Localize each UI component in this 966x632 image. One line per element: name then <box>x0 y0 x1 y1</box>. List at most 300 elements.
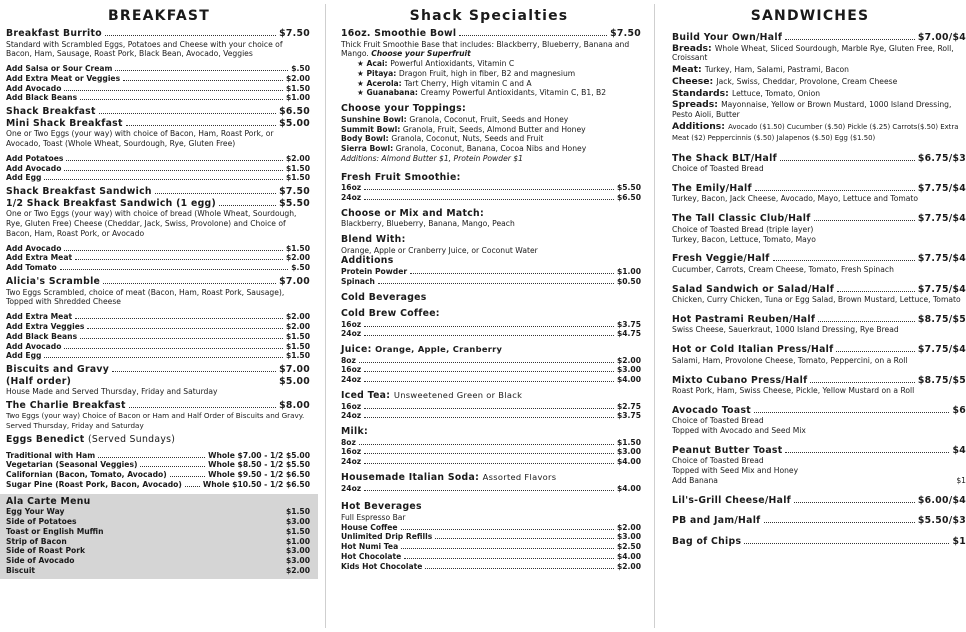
item-price: $6.75/$3 <box>917 152 966 164</box>
specialties-title: Shack Specialties <box>409 8 569 24</box>
item-description: One or Two Eggs (your way) with choice of Bacon, Ham, Roast Pork, or Avocado, Toast (Whole Wheat, Sourdough, Rye, Gluten Free) <box>6 129 274 149</box>
dot-leader <box>38 572 283 573</box>
superfruit-item <box>357 59 641 69</box>
ala-carte-row <box>6 537 310 547</box>
bowl-name: Sunshine Bowl: <box>341 114 410 124</box>
size-row <box>341 356 641 366</box>
byo-option <box>672 44 966 64</box>
item-price: $1.00 <box>285 536 310 546</box>
dot-leader <box>744 542 949 544</box>
dot-leader <box>66 159 283 161</box>
item-name: The Charlie Breakfast <box>6 399 126 411</box>
size-row <box>341 484 641 494</box>
item-price: $3.00 <box>285 546 310 556</box>
dot-leader <box>364 380 614 382</box>
section-heading: Additions <box>341 255 394 267</box>
bowl-name: Sierra Bowl: <box>341 144 396 154</box>
item-price: $7.75/$4 <box>917 344 966 356</box>
item-price: Whole $9.50 - 1/2 $6.50 <box>208 470 310 480</box>
item-price: $1.50 <box>285 163 310 173</box>
benedict-row <box>6 470 310 480</box>
addon-row <box>6 351 310 361</box>
item-label: Add Egg <box>6 351 42 361</box>
item-label: Strip of Bacon <box>6 536 67 546</box>
item-name: (Half order) <box>6 375 72 387</box>
menu-item <box>6 118 310 130</box>
dot-leader <box>98 456 205 458</box>
menu-item <box>6 276 310 288</box>
benedict-row <box>6 460 310 470</box>
ala-carte-list <box>0 507 318 579</box>
dot-leader <box>814 219 915 221</box>
dot-leader <box>721 482 953 483</box>
addon-row <box>6 263 310 273</box>
item-price: $2.00 <box>285 253 310 263</box>
item-label: Add Potatoes <box>6 153 64 163</box>
byo-option-text: Jack, Swiss, Cheddar, Provolone, Cream Cheese <box>716 76 898 86</box>
addon-list <box>6 312 310 361</box>
menu-item <box>672 213 966 225</box>
item-label: Side of Potatoes <box>6 517 77 526</box>
item-price: $4.00 <box>616 483 641 493</box>
item-price: $1.50 <box>285 173 310 183</box>
item-price: $6.50 <box>616 193 641 203</box>
item-label: 16oz <box>341 319 362 329</box>
dot-leader <box>364 198 614 200</box>
item-price: $4.00 <box>616 457 641 467</box>
star-icon: ★ <box>357 78 367 88</box>
item-price: $4.75 <box>616 329 641 339</box>
item-label: Egg Your Way <box>6 507 65 517</box>
item-label: Biscuit <box>6 565 36 575</box>
item-name: Breakfast Burrito <box>6 28 102 39</box>
menu-item <box>672 445 966 457</box>
dot-leader <box>140 465 205 467</box>
menu-item <box>672 32 966 44</box>
byo-option <box>672 100 966 120</box>
menu-item <box>672 153 966 165</box>
bowl-item <box>341 144 641 154</box>
specialties-column <box>333 0 645 632</box>
column-divider <box>325 4 326 628</box>
size-list <box>341 402 641 422</box>
ala-carte-row <box>6 517 310 527</box>
item-price: $1.50 <box>285 526 310 536</box>
item-label: Spinach <box>341 276 375 286</box>
star-icon: ★ <box>357 59 367 69</box>
star-icon: ★ <box>357 68 367 78</box>
menu-item <box>6 186 310 198</box>
item-price: $1.50 <box>285 243 310 253</box>
menu-item <box>672 495 966 507</box>
item-price: $5.50/$3 <box>917 515 966 527</box>
sandwich-list <box>672 153 966 548</box>
item-price: $1.50 <box>616 437 641 447</box>
bowl-list <box>341 115 641 154</box>
item-label: Vegetarian (Seasonal Veggies) <box>6 460 138 470</box>
dot-leader <box>401 528 614 530</box>
dot-leader <box>364 325 614 327</box>
item-label: Traditional with Ham <box>6 450 96 460</box>
menu-item <box>672 515 966 527</box>
item-label: Add Avocado <box>6 341 62 351</box>
item-description: Turkey, Bacon, Lettuce, Tomato, Mayo <box>672 234 816 244</box>
item-price: $7.00 <box>279 364 310 376</box>
item-name: Salad Sandwich or Salad/Half <box>672 283 835 295</box>
benedict-row <box>6 480 310 490</box>
addon-row <box>6 164 310 174</box>
item-price: $3.00 <box>616 447 641 457</box>
superfruit-name: Acerola: <box>366 78 405 88</box>
byo-option-head: Additions: <box>672 121 729 133</box>
dot-leader <box>818 320 915 322</box>
byo-option-text: Mayonnaise, Yellow or Brown Mustard, 1000 Island Dressing, Pesto Aioli, Butter <box>672 100 952 120</box>
menu-item <box>672 314 966 326</box>
item-price: $7.50 <box>279 28 310 39</box>
item-price: $5.50 <box>616 183 641 193</box>
item-description: Cucumber, Carrots, Cream Cheese, Tomato, Fresh Spinach <box>672 264 894 274</box>
additions-list <box>341 267 641 287</box>
section-heading: Choose your Toppings: <box>341 103 466 115</box>
dot-leader <box>170 475 205 477</box>
dot-leader <box>64 169 283 171</box>
byo-option-text: Whole Wheat, Sliced Sourdough, Marble Rye, Gluten Free, Roll, Croissant <box>672 43 954 63</box>
size-list <box>341 320 641 340</box>
byo-option <box>672 77 966 87</box>
superfruit-desc: Powerful Antioxidants, Vitamin C <box>390 59 515 69</box>
item-label: 24oz <box>341 411 362 421</box>
addon-row <box>6 322 310 332</box>
section-heading: Hot Beverages <box>341 501 422 513</box>
section-heading: Cold Brew Coffee: <box>341 308 440 320</box>
item-label: Add Avocado <box>6 163 62 173</box>
byo-option <box>672 65 966 75</box>
item-name: The Shack BLT/Half <box>672 152 777 164</box>
dot-leader <box>810 381 914 383</box>
dot-leader <box>64 347 283 349</box>
dot-leader <box>87 327 283 329</box>
item-price: $0.50 <box>616 276 641 286</box>
item-name: Shack Breakfast Sandwich <box>6 186 152 198</box>
item-label: 24oz <box>341 329 362 339</box>
size-row <box>341 329 641 339</box>
item-price: $4.00 <box>616 375 641 385</box>
item-price: $5.50 <box>279 197 310 209</box>
item-description: Topped with Avocado and Seed Mix <box>672 426 806 436</box>
item-label: Add Extra Veggies <box>6 321 85 331</box>
item-price: $2.00 <box>616 522 641 532</box>
dot-leader <box>107 533 283 534</box>
column-divider <box>654 4 655 628</box>
item-label: 16oz <box>341 401 362 411</box>
item-name: Build Your Own/Half <box>672 32 783 43</box>
item-description: Standard with Scrambled Eggs, Potatoes and Cheese with your choice of Bacon, Ham, Sausage, Roast Pork, Black Bean, Avocado, Veggies <box>6 39 283 59</box>
dot-leader <box>64 89 283 91</box>
item-name: Peanut Butter Toast <box>672 444 783 456</box>
item-price: $7.75/$4 <box>917 283 966 295</box>
dot-leader <box>80 98 283 100</box>
bowl-item <box>341 125 641 135</box>
item-price: $8.75/$5 <box>917 374 966 386</box>
dot-leader <box>378 282 614 284</box>
dot-leader <box>67 513 283 514</box>
item-price: $3.00 <box>285 517 310 526</box>
item-label: Toast or English Muffin <box>6 526 104 536</box>
item-description: Two Eggs (your way) Choice of Bacon or Ham and Half Order of Biscuits and Gravy. Served Thursday, Friday and Saturday <box>6 411 305 431</box>
item-label: Add Egg <box>6 173 42 183</box>
superfruit-desc: Creamy Powerful Antioxidants, Vitamin C, B1, B2 <box>420 88 607 98</box>
item-price: $3.75 <box>616 319 641 329</box>
section-heading: Housemade Italian Soda: Assorted Flavors <box>341 472 557 484</box>
menu-item <box>672 183 966 195</box>
dot-leader <box>794 501 915 503</box>
size-row <box>341 267 641 277</box>
item-label: 8oz <box>341 437 356 447</box>
item-name: Fresh Veggie/Half <box>672 253 770 265</box>
size-row <box>341 277 641 287</box>
item-price: $7.00/$4 <box>917 32 966 43</box>
dot-leader <box>78 562 283 563</box>
item-label: Add Salsa or Sour Cream <box>6 64 113 74</box>
hot-beverage-row <box>341 542 641 552</box>
item-description: Choice of Toasted Bread <box>672 164 764 174</box>
dot-leader <box>364 462 614 464</box>
dot-leader <box>754 411 949 413</box>
bowl-desc: Granola, Fruit, Seeds, Almond Butter and Honey <box>402 124 586 134</box>
item-name: PB and Jam/Half <box>672 515 761 527</box>
section-heading: Blend With: <box>341 234 406 246</box>
item-description: Choice of Toasted Bread <box>672 456 764 466</box>
item-price: Whole $8.50 - 1/2 $5.50 <box>208 460 310 470</box>
item-note: (Served Sundays) <box>88 434 176 446</box>
item-label: Side of Avocado <box>6 556 75 566</box>
byo-option-head: Breads: <box>672 42 715 54</box>
item-price: $2.00 <box>285 73 310 83</box>
dot-leader <box>401 547 614 549</box>
item-label: Sugar Pine (Roast Pork, Bacon, Avocado) <box>6 479 182 489</box>
item-price: $1.50 <box>285 507 310 517</box>
item-price: $7.50 <box>279 186 310 198</box>
bowl-additions: Additions: Almond Butter $1, Protein Powder $1 <box>341 153 523 163</box>
superfruit-item <box>357 88 641 98</box>
item-description: Topped with Seed Mix and Honey <box>672 466 799 476</box>
size-row <box>341 193 641 203</box>
addon-row <box>6 173 310 183</box>
ala-carte-title: Ala Carte Menu <box>6 495 91 507</box>
item-label: Add Extra Meat or Veggies <box>6 73 121 83</box>
item-price: $1.00 <box>285 93 310 103</box>
superfruit-name: Acai: <box>366 59 391 69</box>
section-heading: Fresh Fruit Smoothie: <box>341 171 461 183</box>
addon-row <box>6 64 310 74</box>
menu-item <box>6 198 310 210</box>
item-description: Chicken, Curry Chicken, Tuna or Egg Salad, Brown Mustard, Lettuce, Tomato <box>672 295 961 305</box>
dot-leader <box>75 317 283 319</box>
dot-leader <box>75 258 283 260</box>
addon-row <box>6 244 310 254</box>
bowl-name: Body Bowl: <box>341 134 392 144</box>
dot-leader <box>435 537 614 539</box>
breakfast-title: BREAKFAST <box>108 8 210 24</box>
dot-leader <box>785 451 949 453</box>
section-heading: Iced Tea: Unsweetened Green or Black <box>341 390 523 402</box>
dot-leader <box>364 188 614 190</box>
item-price: $7.75/$4 <box>917 213 966 225</box>
section-heading: Juice: Orange, Apple, Cranberry <box>341 344 503 356</box>
item-price: $4 <box>952 444 966 456</box>
hot-beverage-row <box>341 552 641 562</box>
item-price: $3.00 <box>285 556 310 566</box>
superfruit-name: Guanabana: <box>366 88 421 98</box>
item-price: Whole $7.00 - 1/2 $5.00 <box>208 450 310 460</box>
item-price: $1.50 <box>285 341 310 351</box>
item-description: Swiss Cheese, Sauerkraut, 1000 Island Dressing, Rye Bread <box>672 325 899 335</box>
byo-option-text: Lettuce, Tomato, Onion <box>731 88 821 98</box>
dot-leader <box>70 543 283 544</box>
menu-item <box>6 106 310 118</box>
item-name: Eggs Benedict <box>6 434 85 446</box>
item-price: $7.75/$4 <box>917 182 966 194</box>
size-row <box>341 411 641 421</box>
size-list <box>341 438 641 467</box>
item-description: Thick Fruit Smoothie Base that includes: Blackberry, Blueberry, Banana and Mango. Choose your Superfruit <box>341 39 630 59</box>
item-price: $3.00 <box>616 365 641 375</box>
addon-list <box>6 244 310 273</box>
addon-row <box>6 312 310 322</box>
item-price: $1.50 <box>285 351 310 361</box>
item-price: $7.00 <box>279 276 310 288</box>
item-description: Choice of Toasted Bread <box>672 416 764 426</box>
size-list <box>341 183 641 203</box>
dot-leader <box>755 189 915 191</box>
item-label: 24oz <box>341 457 362 467</box>
bowl-item <box>341 115 641 125</box>
dot-leader <box>359 361 614 363</box>
dot-leader <box>410 272 614 274</box>
menu-item <box>341 28 641 40</box>
ala-carte-row <box>6 527 310 537</box>
bowl-desc: Granola, Coconut, Fruit, Seeds and Honey <box>409 114 569 124</box>
superfruit-name: Pitaya: <box>366 68 399 78</box>
byo-option-head: Meat: <box>672 64 705 76</box>
size-row <box>341 402 641 412</box>
item-label: 24oz <box>341 483 362 493</box>
addon-row <box>6 154 310 164</box>
item-description: Two Eggs Scrambled, choice of meat (Bacon, Ham, Roast Pork, Sausage), Topped with Shredded Cheese <box>6 287 285 307</box>
addon-list <box>6 64 310 103</box>
item-price: Whole $10.50 - 1/2 $6.50 <box>202 479 310 489</box>
size-row <box>341 457 641 467</box>
item-price: $7.50 <box>610 28 641 39</box>
size-list <box>341 356 641 385</box>
menu-item <box>6 376 310 388</box>
addon-row <box>6 84 310 94</box>
item-name: Mini Shack Breakfast <box>6 117 123 129</box>
menu-item <box>672 405 966 417</box>
section-desc: Blackberry, Blueberry, Banana, Mango, Peach <box>341 219 515 229</box>
size-row <box>341 365 641 375</box>
dot-leader <box>404 557 614 559</box>
menu-item <box>672 375 966 387</box>
item-price: $.50 <box>291 64 310 74</box>
item-price: $2.75 <box>616 401 641 411</box>
item-label: Add Black Beans <box>6 93 78 103</box>
byo-option <box>672 89 966 99</box>
item-label: Add Avocado <box>6 83 62 93</box>
section-heading: Choose or Mix and Match: <box>341 207 484 219</box>
section-heading: Milk: <box>341 426 369 438</box>
item-label: Add Black Beans <box>6 331 78 341</box>
item-price: $5.00 <box>279 375 310 387</box>
menu-item <box>6 364 310 376</box>
item-label: Californian (Bacon, Tomato, Avocado) <box>6 470 167 480</box>
sandwiches-column <box>664 0 966 632</box>
ala-carte-row <box>6 546 310 556</box>
dot-leader <box>88 552 283 553</box>
item-price: $2.00 <box>285 565 310 575</box>
dot-leader <box>364 407 614 409</box>
item-label: 8oz <box>341 355 356 365</box>
item-price: $1 <box>952 535 966 547</box>
bowl-name: Summit Bowl: <box>341 124 403 134</box>
dot-leader <box>364 452 614 454</box>
dot-leader <box>64 249 283 251</box>
dot-leader <box>364 334 614 336</box>
item-price: $1.50 <box>285 331 310 341</box>
item-label: Add Extra Meat <box>6 253 73 263</box>
hot-beverage-row <box>341 523 641 533</box>
item-price: $5.00 <box>279 117 310 129</box>
ala-carte-row <box>6 556 310 566</box>
item-description: Choice of Toasted Bread (triple layer) <box>672 224 814 234</box>
item-price: $3.75 <box>616 411 641 421</box>
item-label: Protein Powder <box>341 266 408 276</box>
dot-leader <box>780 159 915 161</box>
size-list <box>341 484 641 494</box>
menu-item <box>6 28 310 40</box>
dot-leader <box>425 567 614 569</box>
item-price: $7.75/$4 <box>917 253 966 265</box>
dot-leader <box>764 521 915 523</box>
item-name: 16oz. Smoothie Bowl <box>341 28 457 39</box>
item-label: Add Banana <box>672 476 718 486</box>
item-name: Avocado Toast <box>672 404 752 416</box>
ala-carte-box <box>0 494 318 579</box>
breakfast-column <box>0 0 318 632</box>
item-description: House Made and Served Thursday, Friday and Saturday <box>6 387 218 397</box>
byo-option <box>672 122 966 144</box>
dot-leader <box>185 485 200 487</box>
byo-option-head: Spreads: <box>672 99 722 111</box>
item-label: Kids Hot Chocolate <box>341 561 423 571</box>
size-row <box>341 375 641 385</box>
item-description: Salami, Ham, Provolone Cheese, Tomato, Peppercini, on a Roll <box>672 355 908 365</box>
size-row <box>341 438 641 448</box>
item-name: Alicia's Scramble <box>6 276 101 288</box>
item-label: House Coffee <box>341 522 398 532</box>
addon-row <box>672 476 966 486</box>
item-name: The Tall Classic Club/Half <box>672 213 811 225</box>
dot-leader <box>115 69 288 71</box>
benedict-list <box>6 451 310 490</box>
ala-carte-row <box>6 566 310 576</box>
byo-option-head: Standards: <box>672 87 732 99</box>
menu-item <box>672 284 966 296</box>
item-name: Hot or Cold Italian Press/Half <box>672 344 834 356</box>
byo-option-text: Avocado ($1.50) Cucumber ($.50) Pickle ($.25) Carrots($.50) Extra Meat ($2) Peppercinnis ($.50) Jalapenos ($.50) Egg ($1.50) <box>672 123 959 142</box>
addon-row <box>6 342 310 352</box>
section-heading: Cold Beverages <box>341 291 427 303</box>
